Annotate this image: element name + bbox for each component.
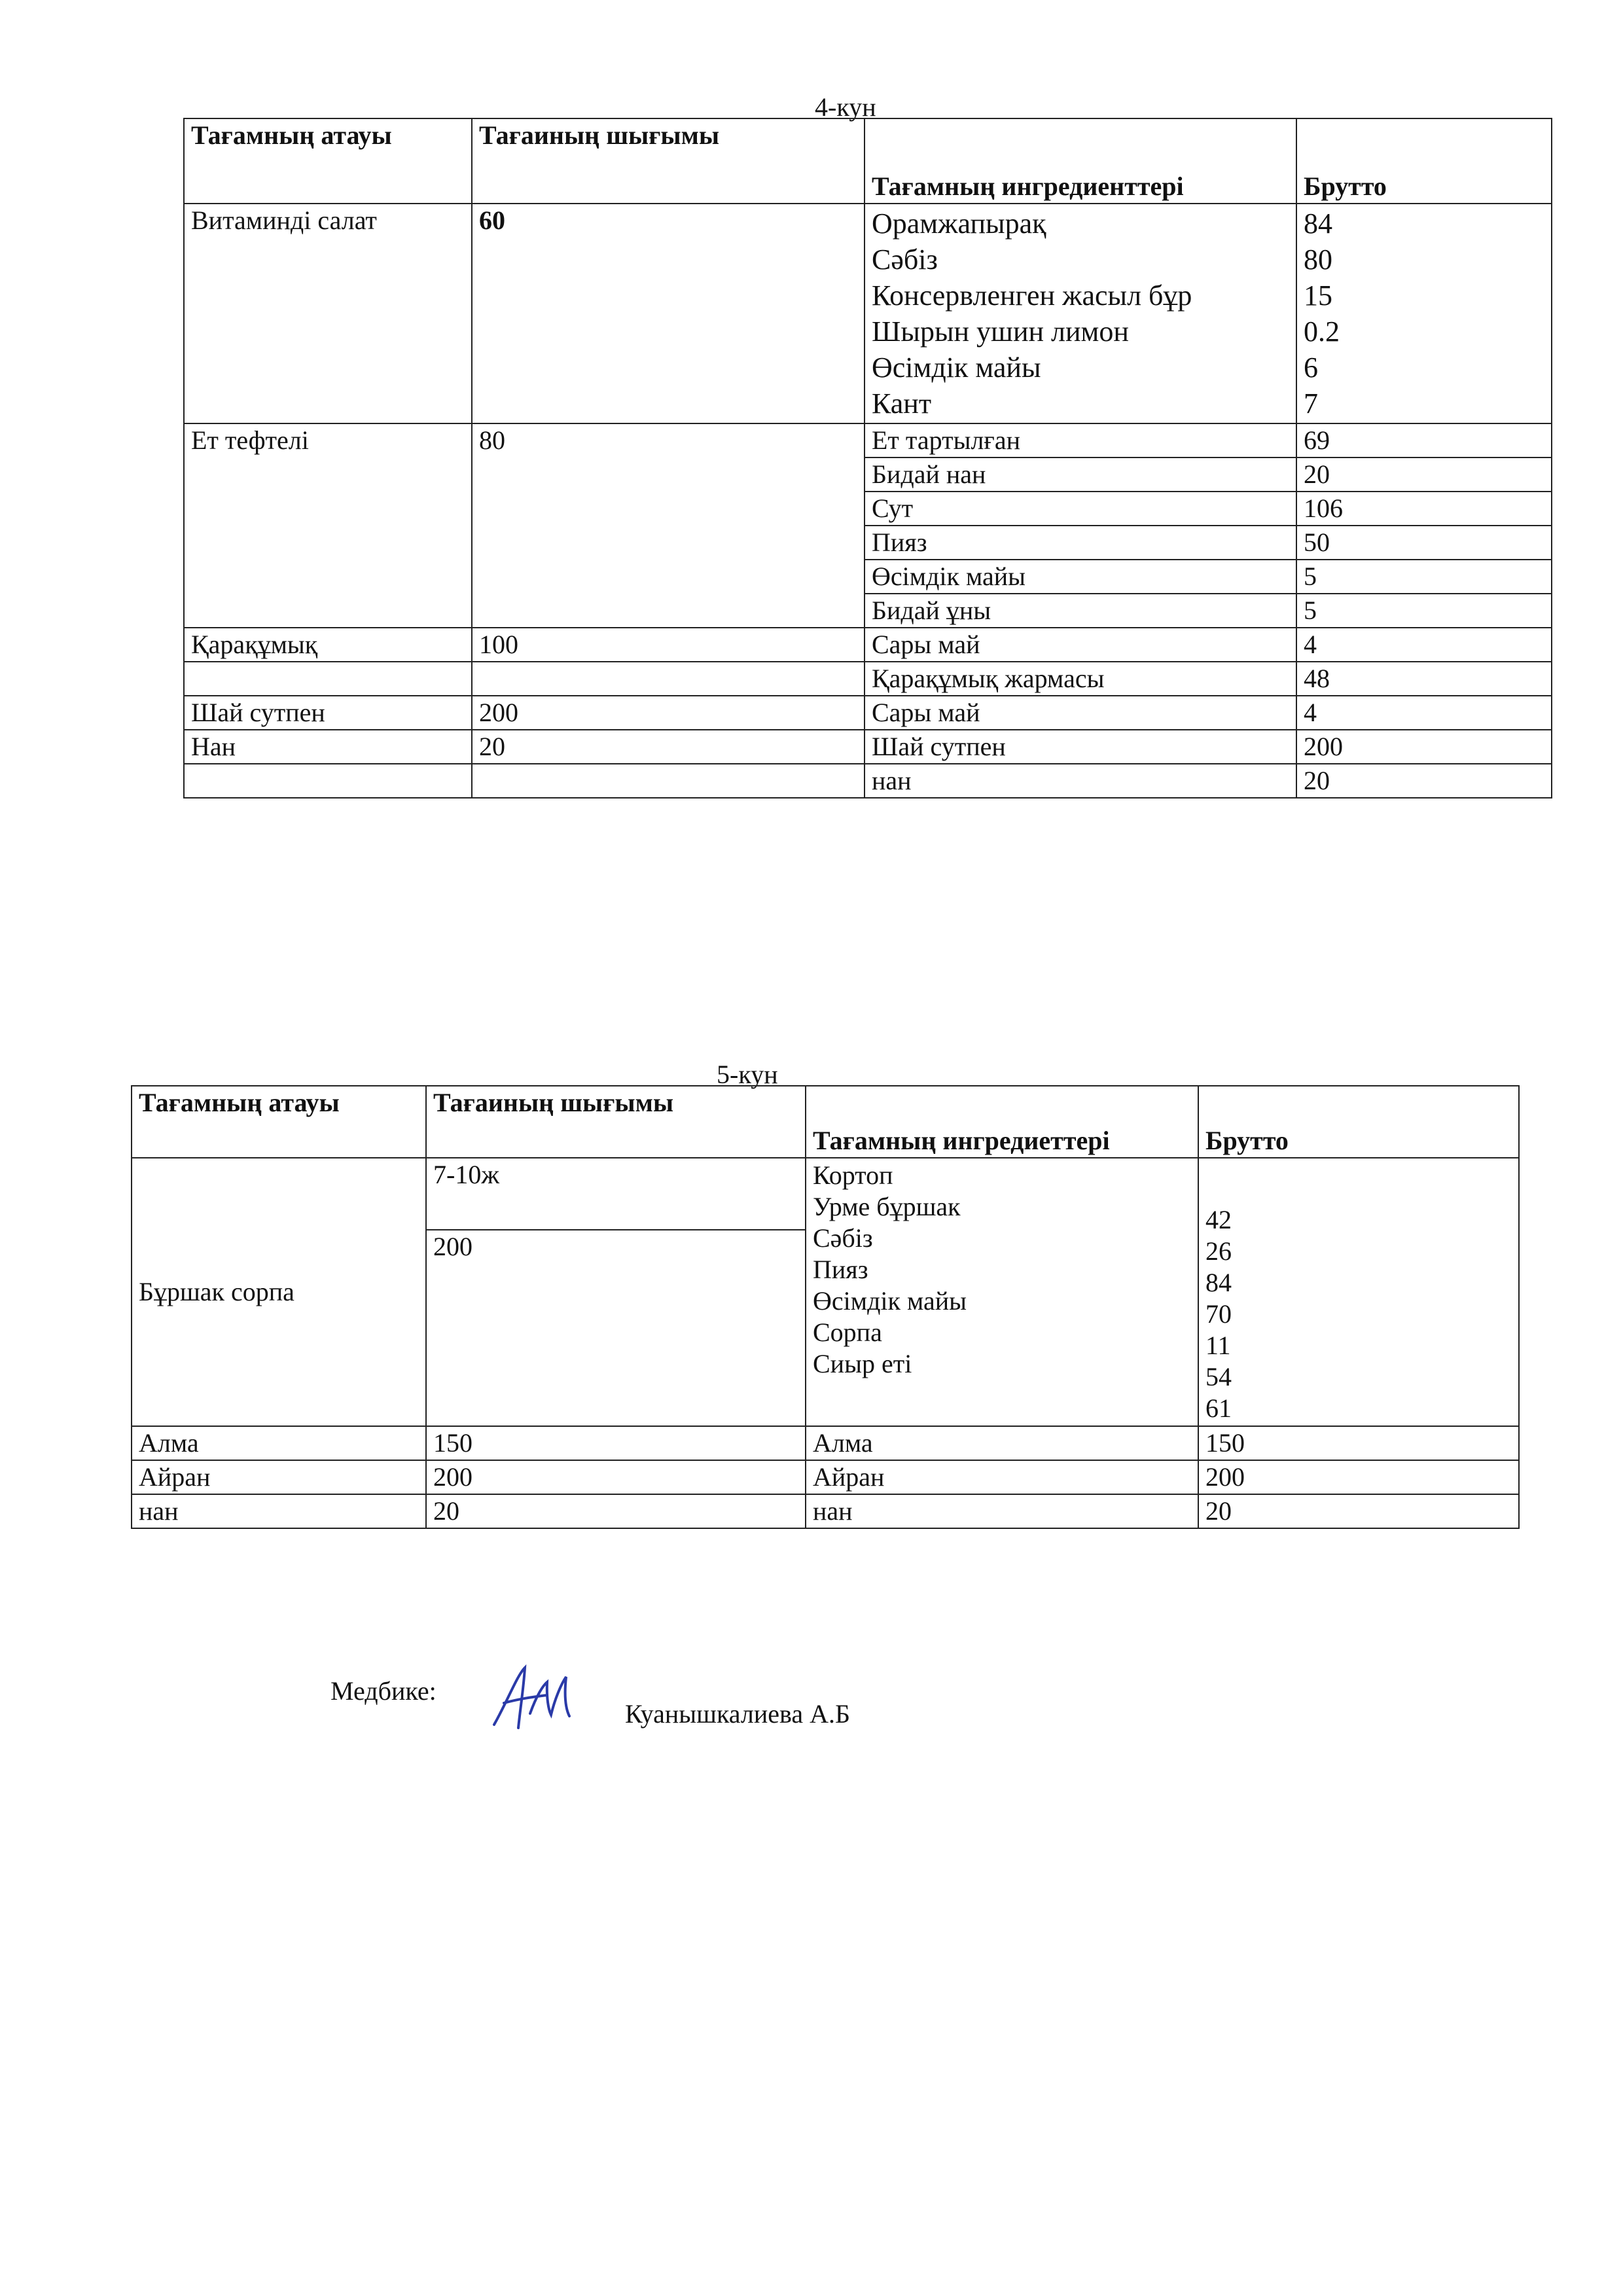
brutto-value: 5 [1296,594,1552,628]
brutto-value: 61 [1205,1393,1232,1423]
dish-name: Алма [132,1426,426,1460]
dish-yield: 20 [472,730,865,764]
ingredient: Пияз [813,1255,868,1284]
brutto-value: 48 [1296,662,1552,696]
brutto-value: 106 [1296,492,1552,526]
dish-name: Қарақұмық [184,628,472,662]
dish-name: нан [132,1494,426,1528]
ingredient: Сары май [865,628,1296,662]
header-brutto: Брутто [1296,118,1552,204]
header-ingredients: Тағамның ингредиенттері [865,118,1296,204]
header-yield: Тағаиның шығымы [472,118,865,204]
ingredient: Орамжапырақ [872,207,1046,240]
nurse-name: Куанышкалиева А.Б [625,1699,851,1729]
ingredient: Кортоп [813,1160,893,1190]
ingredient: Урме бұршак [813,1192,961,1221]
ingredient: Консервленген жасыл бұр [872,279,1192,312]
brutto-value: 20 [1198,1494,1519,1528]
ingredient: Қарақұмық жармасы [865,662,1296,696]
dish-yield [472,662,865,696]
header-yield: Тағаиның шығымы [426,1086,806,1158]
brutto-value: 54 [1205,1362,1232,1391]
brutto-value: 84 [1205,1268,1232,1297]
brutto-value: 150 [1198,1426,1519,1460]
brutto-value: 50 [1296,526,1552,560]
brutto-value: 200 [1296,730,1552,764]
dish-name: Шай сутпен [184,696,472,730]
ingredient: Алма [806,1426,1198,1460]
brutto-value: 26 [1205,1236,1232,1266]
brutto-list [1296,204,1552,423]
signature-mark [484,1662,589,1734]
brutto-value: 20 [1296,764,1552,798]
ingredient: Сорпа [813,1318,882,1347]
ingredient: Өсімдік майы [872,351,1041,384]
header-dish-name: Тағамның атауы [184,118,472,204]
brutto-value: 42 [1205,1205,1232,1234]
ingredient: нан [806,1494,1198,1528]
age-group: 7-10ж [426,1158,806,1230]
brutto-value: 4 [1296,628,1552,662]
day5-table [131,1085,1520,1529]
header-ingredients: Тағамның ингредиеттері [806,1086,1198,1158]
dish-name: Витаминді салат [184,204,472,423]
dish-yield: 20 [426,1494,806,1528]
ingredient: нан [865,764,1296,798]
ingredient: Сиыр еті [813,1349,912,1378]
ingredient: Сары май [865,696,1296,730]
dish-yield: 60 [472,204,865,423]
dish-name: Нан [184,730,472,764]
day5-title: 5-кун [717,1060,778,1089]
brutto-value: 20 [1296,457,1552,492]
dish-yield: 200 [472,696,865,730]
ingredient: Сәбіз [872,243,938,276]
dish-name [184,764,472,798]
ingredient: Кант [872,387,932,420]
ingredient: Сут [865,492,1296,526]
dish-name: Бұршак сорпа [132,1158,426,1426]
dish-yield: 200 [426,1460,806,1494]
brutto-value: 6 [1304,351,1318,384]
day4-table [183,118,1552,798]
nurse-label: Медбике: [330,1676,437,1706]
dish-name: Айран [132,1460,426,1494]
brutto-value: 200 [1198,1460,1519,1494]
brutto-value: 70 [1205,1299,1232,1329]
dish-yield: 80 [472,423,865,628]
dish-yield: 200 [426,1230,806,1426]
brutto-value: 84 [1304,207,1332,240]
ingredient: Айран [806,1460,1198,1494]
brutto-value: 80 [1304,243,1332,276]
ingredient: Өсімдік майы [865,560,1296,594]
brutto-value: 7 [1304,387,1318,420]
ingredient-list [865,204,1296,423]
ingredient: Шай сутпен [865,730,1296,764]
brutto-value: 69 [1296,423,1552,457]
ingredient: Шырын ушин лимон [872,315,1129,348]
brutto-list [1198,1158,1519,1426]
brutto-value: 5 [1296,560,1552,594]
dish-yield: 100 [472,628,865,662]
dish-name: Ет тефтелі [184,423,472,628]
dish-name [184,662,472,696]
brutto-value: 11 [1205,1331,1231,1360]
header-dish-name: Тағамның атауы [132,1086,426,1158]
brutto-value: 15 [1304,279,1332,312]
brutto-value: 0.2 [1304,315,1340,348]
ingredient: Бидай ұны [865,594,1296,628]
ingredient: Пияз [865,526,1296,560]
ingredient: Ет тартылған [865,423,1296,457]
day4-title: 4-кун [815,92,876,122]
dish-yield: 150 [426,1426,806,1460]
ingredient: Сәбіз [813,1223,873,1253]
header-brutto: Брутто [1198,1086,1519,1158]
ingredient: Бидай нан [865,457,1296,492]
ingredient: Өсімдік майы [813,1286,967,1316]
brutto-value: 4 [1296,696,1552,730]
dish-yield [472,764,865,798]
ingredient-list [806,1158,1198,1426]
